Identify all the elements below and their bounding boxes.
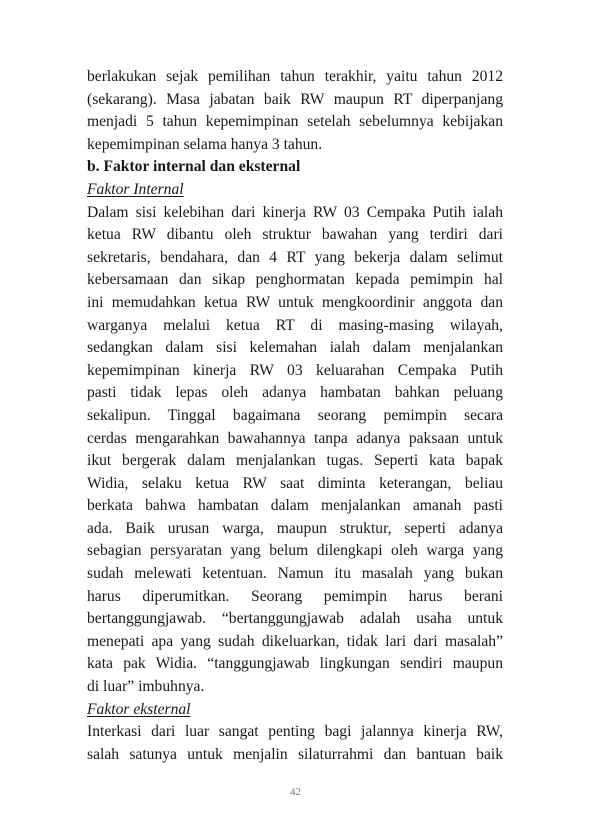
text-line: Interkasi dari luar sangat penting bagi jalannya kinerja RW, [87,723,503,741]
text-line: salah satunya untuk menjalin silaturrahmi dan bantuan baik [87,745,503,763]
text-line: sekalipun. Tinggal bagaimana seorang pemimpin secara [87,406,503,424]
text-line: berkata bahwa hambatan dalam menjalankan amanah pasti [87,497,503,515]
text-line: ini memudahkan ketua RW untuk mengkoordinir anggota dan [87,293,503,311]
text-line: Dalam sisi kelebihan dari kinerja RW 03 Cempaka Putih ialah [87,203,503,221]
text-line: kepemimpinan selama hanya 3 tahun. [87,135,323,153]
text-line: ketua RW dibantu oleh struktur bawahan yang terdiri dari [87,226,503,244]
page-number: 42 [290,786,301,798]
text-line: kata pak Widia. “tanggungjawab lingkungan sendiri maupun [87,655,503,673]
paragraph-external [87,721,503,766]
text-line: cerdas mengarahkan bawahannya tanpa adanya paksaan untuk [87,429,503,447]
text-line: menepati apa yang sudah dikeluarkan, tidak lari dari masalah” [87,632,503,650]
text-line: ada. Baik urusan warga, maupun struktur, seperti adanya [87,519,503,537]
text-line: sekretaris, bendahara, dan 4 RT yang bekerja dalam selimut [87,248,503,266]
text-line: menjadi 5 tahun kepemimpinan setelah sebelumnya kebijakan [87,113,503,131]
text-line: ikut bergerak dalam menjalankan tugas. Seperti kata bapak [87,452,503,470]
text-line: pasti tidak lepas oleh adanya hambatan bahkan peluang [87,384,503,402]
text-line: sedangkan dalam sisi kelemahan ialah dalam menjalankan [87,339,503,357]
text-line: Widia, selaku ketua RW saat diminta keterangan, beliau [87,474,503,492]
paragraph-internal [87,202,503,699]
text-line: (sekarang). Masa jabatan baik RW maupun RT diperpanjang [87,90,503,108]
text-line: harus diperumitkan. Seorang pemimpin harus berani [87,587,503,605]
text-line: bertanggungjawab. “bertanggungjawab adalah usaha untuk [87,610,503,628]
text-line: kebersamaan dan sikap penghormatan kepada pemimpin hal [87,271,503,289]
text-line: sebagian persyaratan yang belum dilengkapi oleh warga yang [87,542,503,560]
document-body [87,66,503,766]
text-line: warganya melalui ketua RT di masing-masing wilayah, [87,316,503,334]
paragraph-intro [87,66,503,156]
text-line: kepemimpinan kinerja RW 03 keluarahan Cempaka Putih [87,361,503,379]
text-line: sudah melewati ketentuan. Namun itu masalah yang bukan [87,565,503,583]
section-heading: b. Faktor internal dan eksternal [87,158,301,176]
text-line: di luar” imbuhnya. [87,678,205,696]
subheading-external: Faktor eksternal [87,700,191,718]
subheading-internal: Faktor Internal [87,180,184,198]
text-line: berlakukan sejak pemilihan tahun terakhir, yaitu tahun 2012 [87,68,503,85]
